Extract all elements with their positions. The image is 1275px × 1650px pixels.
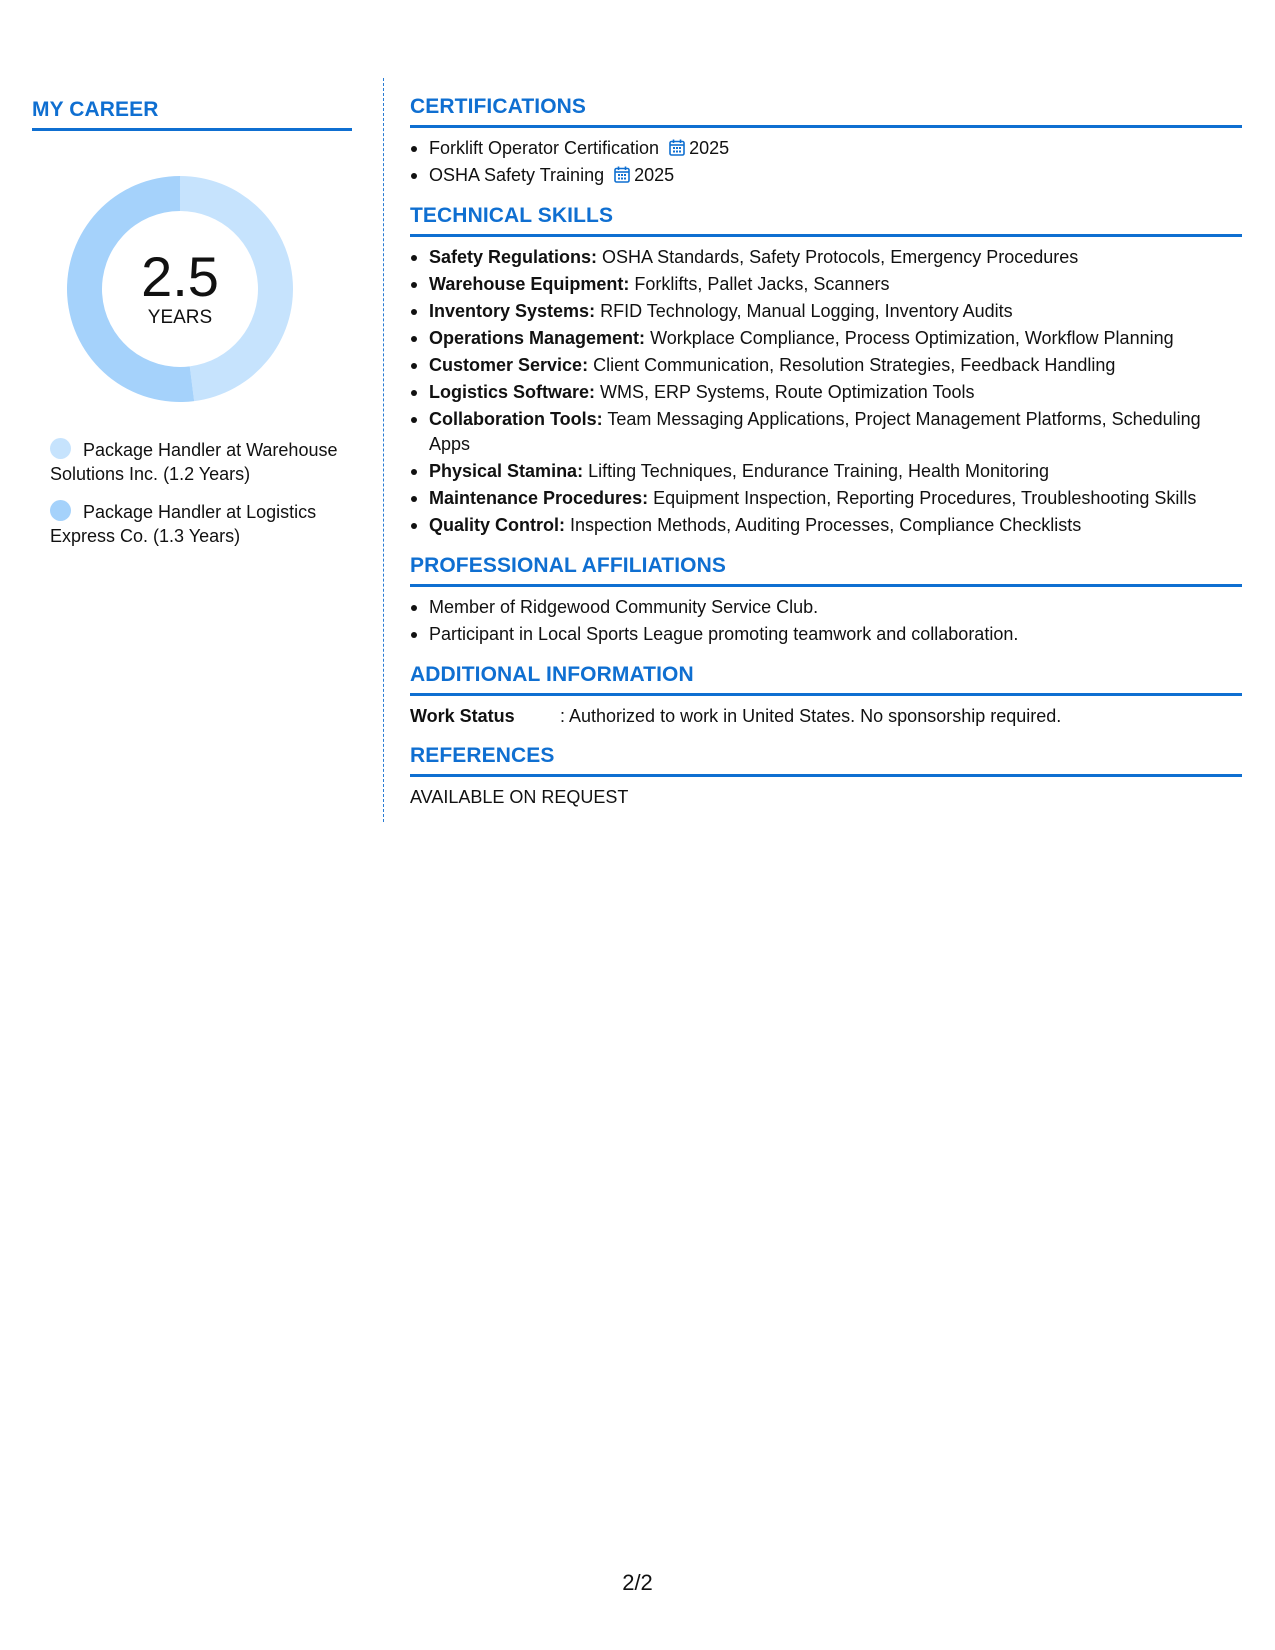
skill-value: Client Communication, Resolution Strategies, Feedback Handling <box>593 355 1116 375</box>
skill-item <box>410 326 1242 351</box>
career-legend-label: Package Handler at Warehouse Solutions Inc. (1.2 Years) <box>50 440 338 484</box>
career-legend-label: Package Handler at Logistics Express Co. (1.3 Years) <box>50 502 317 546</box>
affiliations-heading: PROFESSIONAL AFFILIATIONS <box>410 554 1242 587</box>
page-number: 2/2 <box>622 1570 653 1595</box>
skill-key: Physical Stamina: <box>429 461 584 481</box>
certifications-heading: CERTIFICATIONS <box>410 95 1242 128</box>
skill-item <box>410 459 1242 484</box>
main-content <box>410 95 1242 825</box>
skill-value: Forklifts, Pallet Jacks, Scanners <box>634 274 890 294</box>
references-heading: REFERENCES <box>410 744 1242 777</box>
skill-value: Team Messaging Applications, Project Management Platforms, Scheduling Apps <box>429 409 1201 454</box>
skill-key: Logistics Software: <box>429 382 596 402</box>
skill-value: Workplace Compliance, Process Optimization, Workflow Planning <box>650 328 1174 348</box>
skill-value: Lifting Techniques, Endurance Training, Health Monitoring <box>588 461 1050 481</box>
column-divider <box>383 78 384 822</box>
skill-key: Safety Regulations: <box>429 247 598 267</box>
donut-center <box>67 176 293 402</box>
career-panel <box>32 98 352 562</box>
career-legend <box>32 438 352 548</box>
references-text: AVAILABLE ON REQUEST <box>410 787 629 807</box>
skill-key: Quality Control: <box>429 515 565 535</box>
career-legend-item <box>50 500 340 548</box>
skill-item <box>410 380 1242 405</box>
certification-item <box>410 163 1242 188</box>
certifications-list <box>410 136 1242 188</box>
skill-item <box>410 407 1242 457</box>
work-status-row <box>410 704 1242 728</box>
career-legend-item <box>50 438 340 486</box>
affiliations-list <box>410 595 1242 647</box>
legend-dot-icon <box>50 438 71 459</box>
work-status-key: Work Status <box>410 706 515 726</box>
certifications-section <box>410 95 1242 188</box>
calendar-icon <box>669 139 685 156</box>
skill-item <box>410 486 1242 511</box>
certification-item <box>410 136 1242 161</box>
skill-value: OSHA Standards, Safety Protocols, Emergency Procedures <box>602 247 1079 267</box>
skill-value: WMS, ERP Systems, Route Optimization Tools <box>600 382 975 402</box>
certification-year: 2025 <box>689 138 730 158</box>
skill-value: RFID Technology, Manual Logging, Inventory Audits <box>600 301 1013 321</box>
skills-section <box>410 204 1242 538</box>
skill-key: Operations Management: <box>429 328 646 348</box>
work-status-value: : Authorized to work in United States. No sponsorship required. <box>560 706 1062 726</box>
affiliations-section <box>410 554 1242 647</box>
skills-list <box>410 245 1242 538</box>
skill-item <box>410 299 1242 324</box>
certification-year: 2025 <box>634 165 675 185</box>
career-heading: MY CAREER <box>32 98 352 131</box>
skills-heading: TECHNICAL SKILLS <box>410 204 1242 237</box>
career-total-unit: YEARS <box>147 307 213 328</box>
references-section <box>410 744 1242 809</box>
certification-name: Forklift Operator Certification <box>429 138 660 158</box>
skill-item <box>410 272 1242 297</box>
certification-name: OSHA Safety Training <box>429 165 605 185</box>
skill-item <box>410 353 1242 378</box>
affiliation-item: Participant in Local Sports League promoting teamwork and collaboration. <box>410 622 1242 647</box>
additional-info-heading: ADDITIONAL INFORMATION <box>410 663 1242 696</box>
skill-key: Maintenance Procedures: <box>429 488 649 508</box>
skill-item <box>410 513 1242 538</box>
skill-key: Customer Service: <box>429 355 589 375</box>
career-total-value: 2.5 <box>141 245 219 308</box>
affiliation-item: Member of Ridgewood Community Service Club. <box>410 595 1242 620</box>
skill-value: Equipment Inspection, Reporting Procedures, Troubleshooting Skills <box>653 488 1197 508</box>
calendar-icon <box>614 166 630 183</box>
skill-key: Warehouse Equipment: <box>429 274 630 294</box>
skill-key: Inventory Systems: <box>429 301 596 321</box>
career-donut-chart <box>67 176 293 402</box>
additional-info-section <box>410 663 1242 728</box>
skill-key: Collaboration Tools: <box>429 409 603 429</box>
skill-item <box>410 245 1242 270</box>
legend-dot-icon <box>50 500 71 521</box>
skill-value: Inspection Methods, Auditing Processes, Compliance Checklists <box>570 515 1082 535</box>
